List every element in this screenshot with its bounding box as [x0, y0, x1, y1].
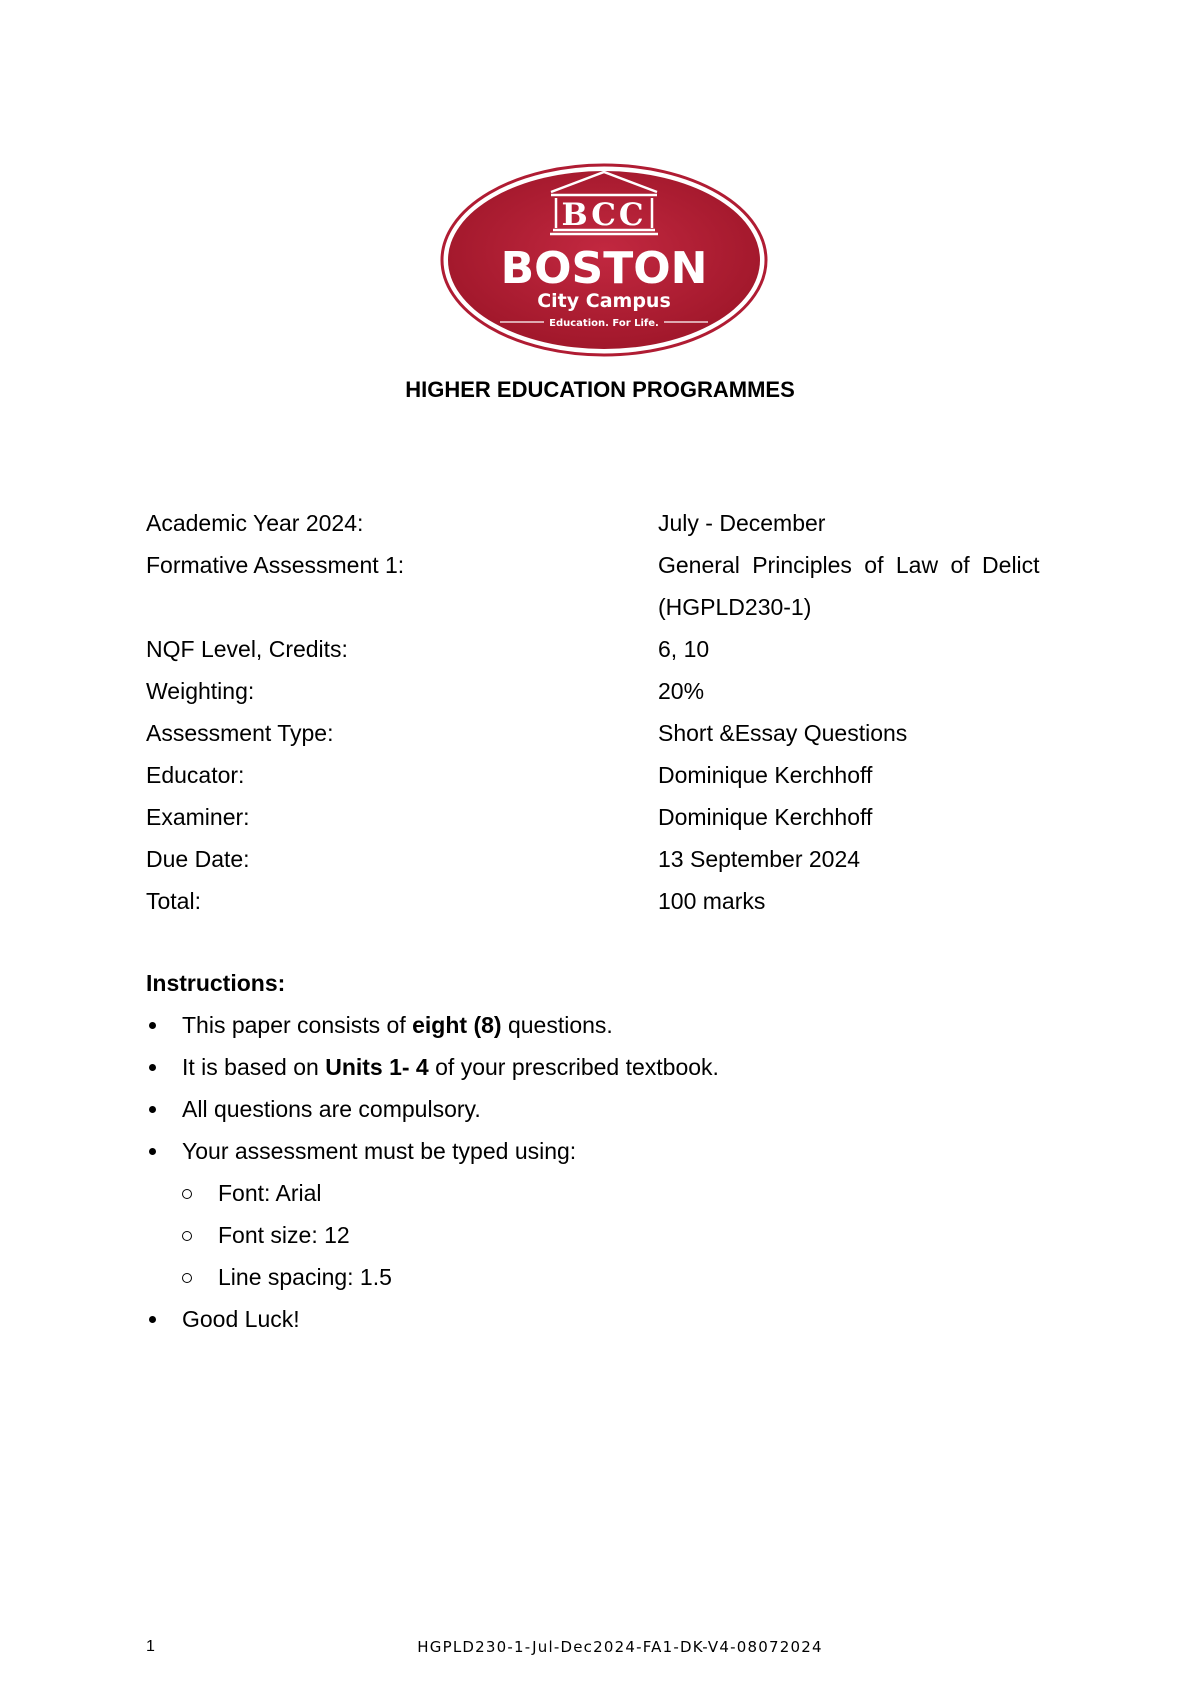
- bullet-icon: [149, 1064, 156, 1071]
- detail-value: 100 marks: [658, 888, 766, 914]
- logo-initials: BCC: [561, 197, 647, 233]
- list-item: [146, 1088, 1062, 1130]
- detail-row: [146, 796, 1062, 838]
- item-bold-text: Units 1- 4: [325, 1054, 429, 1080]
- item-text: questions.: [501, 1012, 613, 1038]
- bullet-icon: [149, 1106, 156, 1113]
- item-text: It is based on: [182, 1054, 326, 1080]
- list-item: [146, 1130, 1062, 1298]
- detail-label: Assessment Type:: [146, 720, 334, 746]
- circle-bullet-icon: [182, 1189, 192, 1199]
- detail-row: [146, 628, 1062, 670]
- detail-label: Weighting:: [146, 678, 255, 704]
- detail-value: Short &Essay Questions: [658, 720, 908, 746]
- detail-value: (HGPLD230-1): [658, 594, 812, 620]
- circle-bullet-icon: [182, 1231, 192, 1241]
- list-item: [146, 1004, 1062, 1046]
- logo-tagline: Education. For Life.: [549, 318, 659, 329]
- bullet-icon: [149, 1148, 156, 1155]
- assessment-details: [146, 502, 1062, 922]
- logo-subtitle: City Campus: [537, 290, 671, 312]
- list-item: [146, 1298, 1062, 1340]
- detail-label: [146, 586, 658, 628]
- detail-row: [146, 712, 1062, 754]
- logo-name: BOSTON: [500, 243, 708, 294]
- programme-title: HIGHER EDUCATION PROGRAMMES: [405, 377, 795, 402]
- detail-row: [146, 838, 1062, 880]
- item-text: Your assessment must be typed using:: [182, 1138, 577, 1164]
- detail-row: [146, 544, 1062, 586]
- detail-row: [146, 502, 1062, 544]
- detail-row: [146, 754, 1062, 796]
- instructions-section: [146, 962, 1062, 1340]
- document-code: HGPLD230-1-Jul-Dec2024-FA1-DK-V4-08072024: [417, 1638, 823, 1656]
- page-number: 1: [146, 1638, 155, 1655]
- sub-list-item: [146, 1172, 1062, 1214]
- detail-row: [146, 880, 1062, 922]
- boston-city-campus-logo: [440, 162, 768, 358]
- detail-label: Total:: [146, 888, 201, 914]
- instructions-heading: Instructions:: [146, 970, 286, 996]
- circle-bullet-icon: [182, 1273, 192, 1283]
- detail-value: General Principles of Law of Delict: [658, 552, 1040, 578]
- detail-row: [146, 586, 1062, 628]
- detail-value: 6, 10: [658, 636, 710, 662]
- detail-label: Examiner:: [146, 804, 250, 830]
- detail-value: 20%: [658, 678, 705, 704]
- item-text: Good Luck!: [182, 1306, 300, 1332]
- list-item: [146, 1046, 1062, 1088]
- detail-value: Dominique Kerchhoff: [658, 762, 873, 788]
- bullet-icon: [149, 1022, 156, 1029]
- detail-value: 13 September 2024: [658, 846, 861, 872]
- detail-label: Due Date:: [146, 846, 250, 872]
- detail-label: NQF Level, Credits:: [146, 636, 348, 662]
- sub-item-text: Font size: 12: [218, 1222, 350, 1248]
- detail-label: Academic Year 2024:: [146, 510, 364, 536]
- sub-item-text: Line spacing: 1.5: [218, 1264, 392, 1290]
- sub-item-text: Font: Arial: [218, 1180, 322, 1206]
- sub-list-item: [146, 1256, 1062, 1298]
- detail-row: [146, 670, 1062, 712]
- item-text: All questions are compulsory.: [182, 1096, 481, 1122]
- bullet-icon: [149, 1316, 156, 1323]
- formatting-sublist: [146, 1172, 1062, 1298]
- detail-label: Formative Assessment 1:: [146, 552, 405, 578]
- detail-label: Educator:: [146, 762, 245, 788]
- instructions-list: [146, 1004, 1062, 1340]
- detail-value: Dominique Kerchhoff: [658, 804, 873, 830]
- item-bold-text: eight (8): [412, 1012, 502, 1038]
- detail-value: July - December: [658, 510, 826, 536]
- sub-list-item: [146, 1214, 1062, 1256]
- item-text: of your prescribed textbook.: [428, 1054, 719, 1080]
- item-text: This paper consists of: [182, 1012, 413, 1038]
